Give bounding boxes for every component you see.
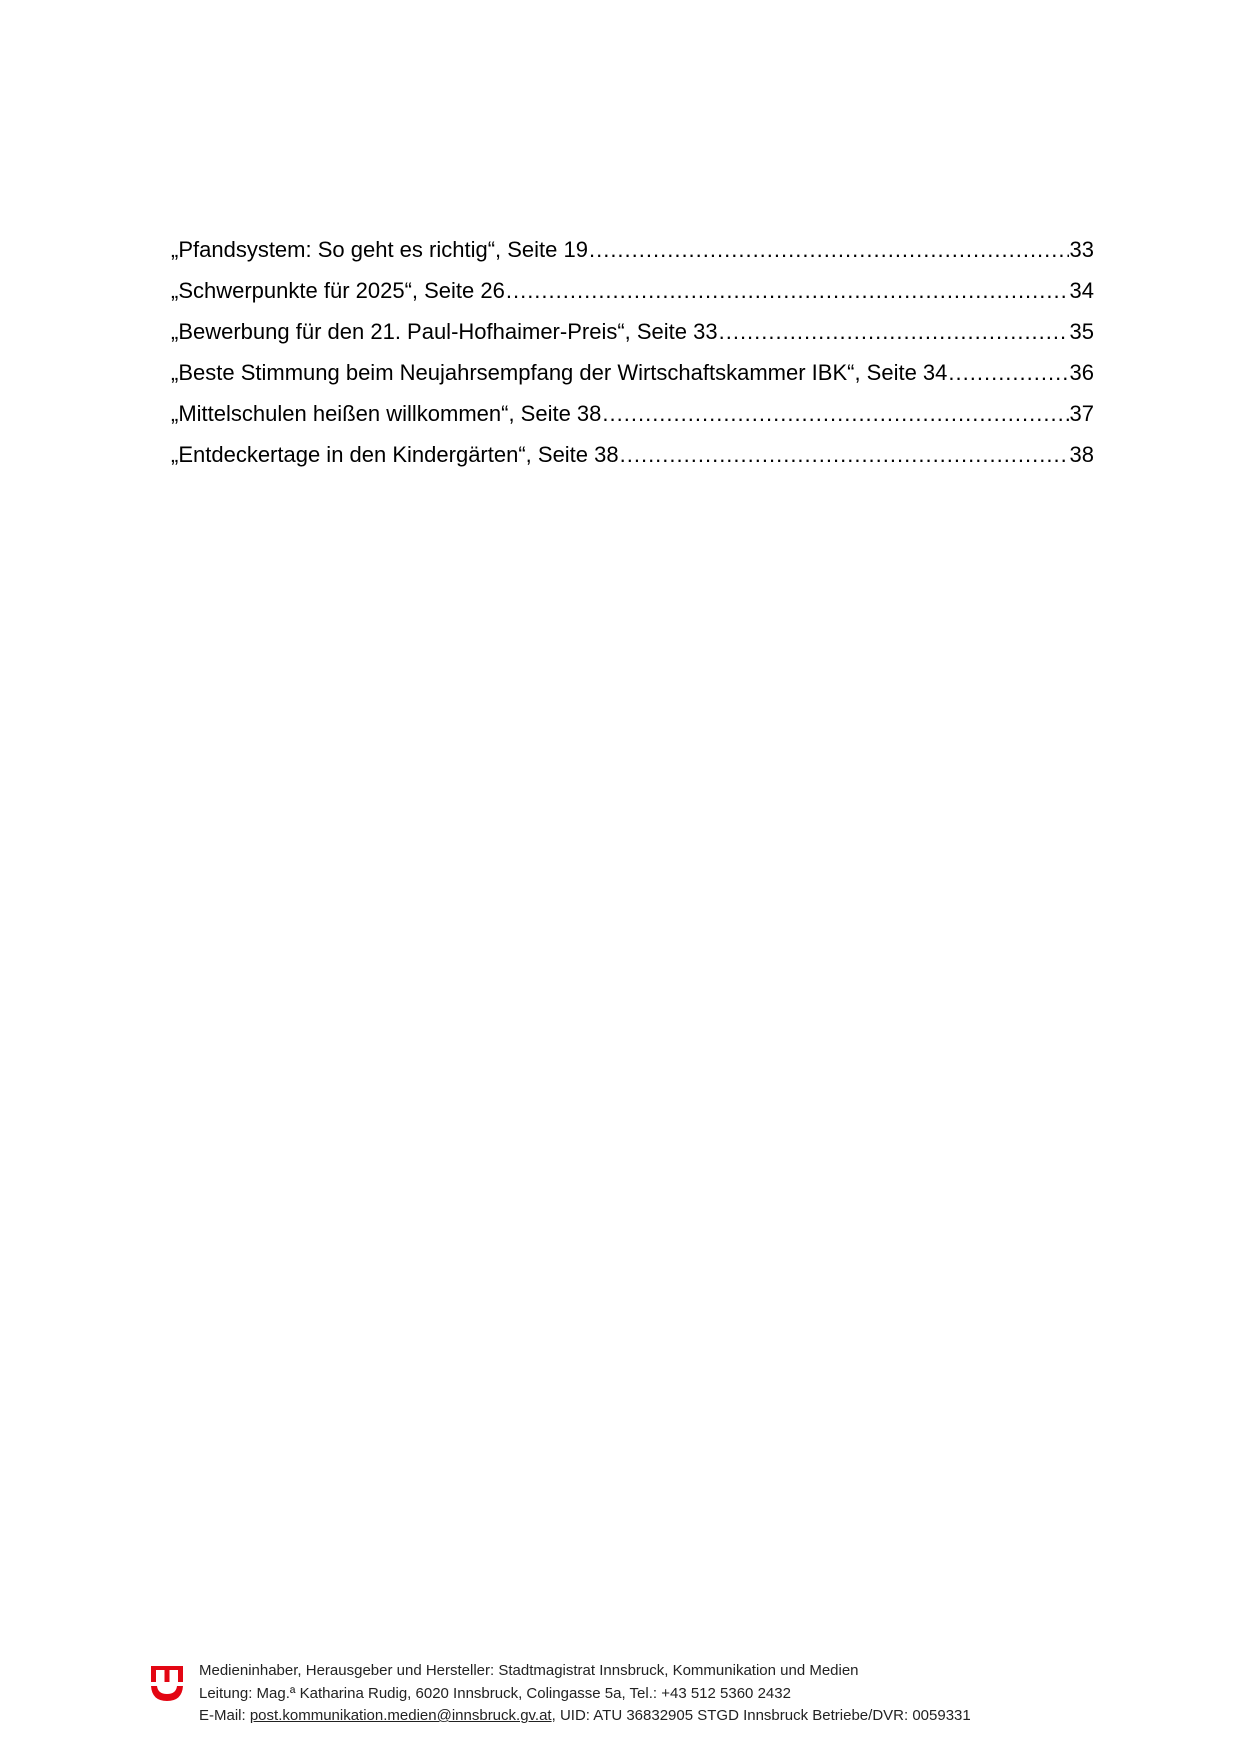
toc-dot-leader xyxy=(948,356,1068,390)
footer-line-contact xyxy=(199,1705,971,1728)
toc-entry-page: 33 xyxy=(1069,237,1094,262)
innsbruck-city-logo-icon xyxy=(150,1664,184,1702)
footer-imprint xyxy=(199,1660,971,1728)
footer-line-publisher: Medieninhaber, Herausgeber und Hersteller: Stadtmagistrat Innsbruck, Kommunikation und Medien xyxy=(199,1662,859,1679)
toc-entry-title: „Pfandsystem: So geht es richtig“, Seite 19 xyxy=(171,237,588,262)
toc-entry[interactable] xyxy=(171,233,1094,274)
page-footer xyxy=(150,1660,1090,1730)
toc-entry-page: 37 xyxy=(1069,401,1094,426)
toc-dot-leader xyxy=(620,438,1069,472)
toc-entry-title: „Bewerbung für den 21. Paul-Hofhaimer-Preis“, Seite 33 xyxy=(171,319,718,344)
toc-entry-title: „Schwerpunkte für 2025“, Seite 26 xyxy=(171,278,505,303)
toc-entry[interactable] xyxy=(171,315,1094,356)
toc-entry-page: 36 xyxy=(1069,360,1094,385)
toc-entry[interactable] xyxy=(171,438,1094,479)
toc-dot-leader xyxy=(719,315,1069,349)
toc-entry[interactable] xyxy=(171,274,1094,315)
toc-entry-page: 35 xyxy=(1069,319,1094,344)
toc-dot-leader xyxy=(506,274,1069,308)
toc-entry-title: „Entdeckertage in den Kindergärten“, Seite 38 xyxy=(171,442,619,467)
footer-email-link[interactable]: post.kommunikation.medien@innsbruck.gv.at xyxy=(249,1707,552,1724)
toc-entry-title: „Beste Stimmung beim Neujahrsempfang der Wirtschaftskammer IBK“, Seite 34 xyxy=(171,360,948,385)
toc-entry-page: 38 xyxy=(1069,442,1094,467)
toc-dot-leader xyxy=(602,397,1068,431)
footer-line-management: Leitung: Mag.ª Katharina Rudig, 6020 Innsbruck, Colingasse 5a, Tel.: +43 512 5360 2432 xyxy=(199,1684,791,1702)
toc-entry[interactable] xyxy=(171,397,1094,438)
table-of-contents xyxy=(171,233,1094,479)
footer-uid-dvr: , UID: ATU 36832905 STGD Innsbruck Betriebe/DVR: 0059331 xyxy=(551,1707,971,1724)
toc-entry-title: „Mittelschulen heißen willkommen“, Seite 38 xyxy=(171,401,602,426)
toc-entry-page: 34 xyxy=(1069,278,1094,303)
toc-dot-leader xyxy=(589,233,1069,267)
toc-entry[interactable] xyxy=(171,356,1094,397)
footer-email-label: E-Mail: xyxy=(199,1707,250,1724)
